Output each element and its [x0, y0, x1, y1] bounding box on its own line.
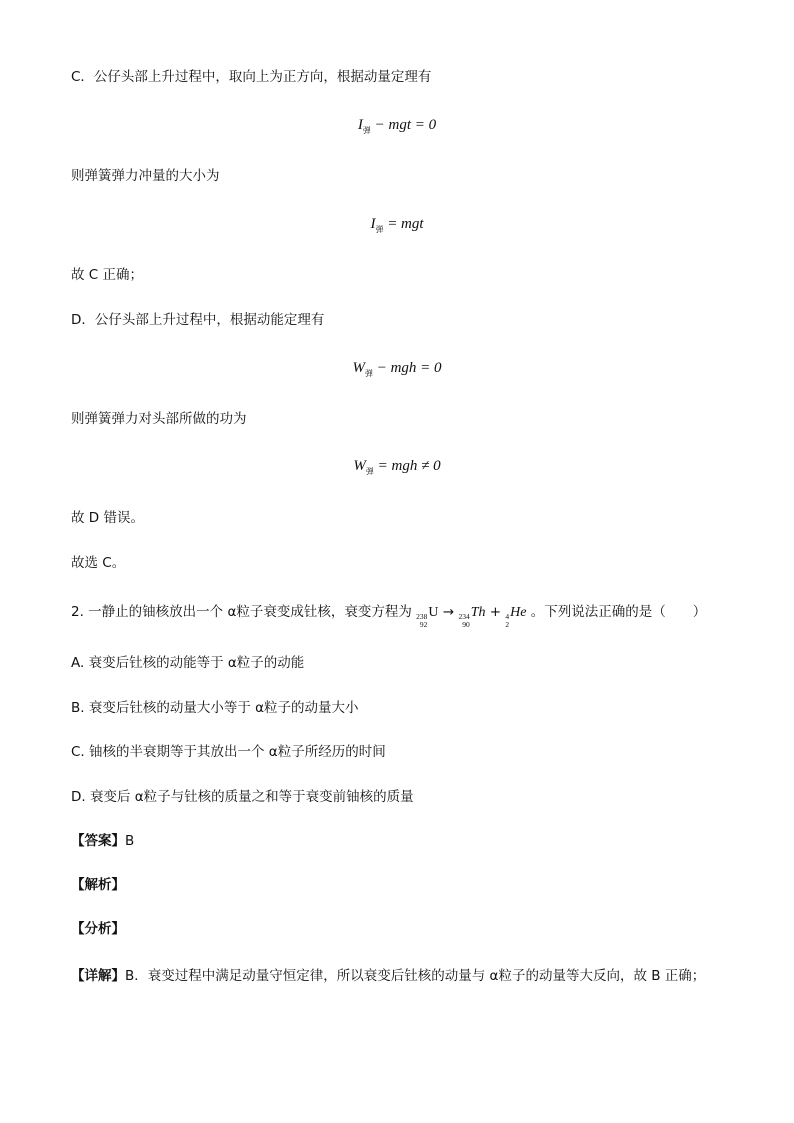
- work-text: 则弹簧弹力对头部所做的功为: [71, 411, 247, 427]
- helium-nuclide: 4 2 He: [505, 605, 527, 629]
- impulse-magnitude-text: 则弹簧弹力冲量的大小为: [71, 168, 220, 184]
- uranium-nuclide: 238 92 U: [416, 605, 439, 629]
- c-correct-text: 故 C 正确；: [71, 267, 144, 283]
- analysis-label: 【解析】: [71, 877, 125, 893]
- detail-text: B．衰变过程中满足动量守恒定律，所以衰变后钍核的动量与 α粒子的动量等大反向，故 B 正确；: [125, 968, 706, 984]
- answer-line: [71, 832, 134, 850]
- thorium-nuclide: 234 90 Th: [458, 605, 486, 629]
- option-d: D. 衰变后 α粒子与钍核的质量之和等于衰变前铀核的质量: [71, 789, 414, 805]
- equation-work: $W_弹$ − mgh = 0: [352, 360, 442, 378]
- c-option-text: C．公仔头部上升过程中，取向上为正方向，根据动量定理有: [71, 69, 432, 85]
- answer-value: B: [125, 833, 135, 849]
- decay-arrow: →: [442, 604, 455, 620]
- option-b: B. 衰变后钍核的动量大小等于 α粒子的动量大小: [71, 700, 359, 716]
- equation-work-result: $W_弹$ = mgh ≠ 0: [353, 458, 441, 476]
- fenxi-label: 【分析】: [71, 921, 125, 937]
- question-2-stem: 2. 一静止的铀核放出一个 α粒子衰变成钍核，衰变方程为 238 92 U → 234 90 Th + 4 2 He 。下列说法正确的是（ ）: [71, 604, 707, 629]
- d-option-text: D．公仔头部上升过程中，根据动能定理有: [71, 312, 325, 328]
- detail-line: [71, 967, 705, 985]
- option-a: A. 衰变后钍核的动能等于 α粒子的动能: [71, 655, 305, 671]
- option-c: C. 铀核的半衰期等于其放出一个 α粒子所经历的时间: [71, 744, 386, 760]
- choose-text: 故选 C。: [71, 555, 126, 571]
- equation-impulse: $I_弹$ − mgt = 0: [357, 117, 437, 135]
- detail-label: 【详解】: [71, 968, 125, 984]
- answer-label: 【答案】: [71, 833, 125, 849]
- equation-impulse-result: $I_弹$ = mgt: [370, 216, 424, 234]
- d-wrong-text: 故 D 错误。: [71, 510, 144, 526]
